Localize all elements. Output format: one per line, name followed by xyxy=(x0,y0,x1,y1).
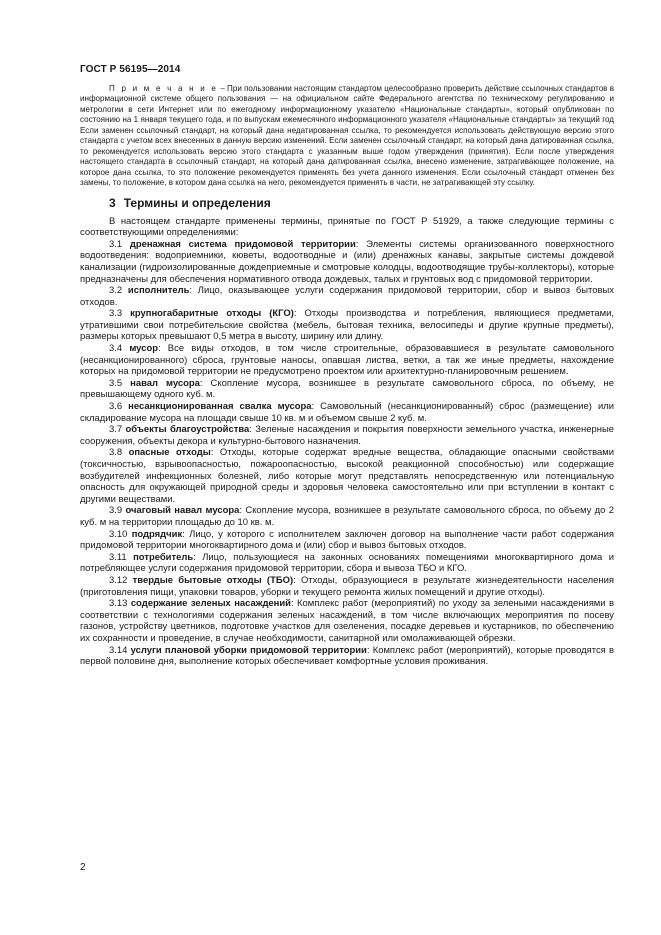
term-text: : Скопление мусора, возникшее в результате самовольного сброса, по объему, не превышающему одного куб. м. xyxy=(80,377,614,401)
term-name: твердые бытовые отходы (ТБО) xyxy=(132,574,294,586)
term-number: 3.11 xyxy=(109,551,127,563)
term-text: : Все виды отходов, в том числе строительные, образовавшиеся в результате самовольного (несанкционированного) сброса, грунтовые наносы, опавшая листва, ветки, а так же иные предметы, нахождение которых на придомовой территории не предусмотрено проектом или архитектурно-планировочным решением. xyxy=(80,343,614,378)
term-text: : Отходы производства и потребления, являющиеся предметами, утратившими свои потребительские свойства (мебель, бытовая техника, велосипеды и другие крупные предметы), размеры которых превышают 0,5 метра в высоту, ширину или длину. xyxy=(80,308,614,343)
term-text: : Лицо, у которого с исполнителем заключен договор на выполнение части работ содержания придомовой территории многоквартирного дома и (или) сбор и вывоз бытовых отходов. xyxy=(80,528,615,552)
term-number: 3.5 xyxy=(109,377,123,389)
term-definition xyxy=(80,343,614,378)
term-name: подрядчик xyxy=(131,528,183,540)
term-number: 3.8 xyxy=(109,447,123,459)
term-number: 3.2 xyxy=(109,285,123,297)
term-text: : Комплекс работ (мероприятий) по уходу за зелеными насаждениями в соответствии с технологиями содержания зеленых насаждений, в том числе включающих мероприятия по посеву газонов, устройству цветников, подготовке участков для озеленения, посадке деревьев и кустарников, по обеспечению их сохранности и проведение, в случае необходимости, санитарной или омолаживающей обрезки. xyxy=(80,598,615,644)
term-number: 3.1 xyxy=(109,238,123,250)
page-number: 2 xyxy=(80,862,86,873)
term-definition xyxy=(80,239,614,285)
term-name: опасные отходы xyxy=(128,447,211,459)
term-name: несанкционированная свалка мусора xyxy=(128,401,312,413)
term-name: объекты благоустройства xyxy=(125,424,250,436)
term-text: : Отходы, образующиеся в результате жизнедеятельности населения (приготовления пищи, упаковки товаров, уборки и текущего ремонта жилых помещений и другие отходы). xyxy=(80,574,614,598)
section-number: 3 xyxy=(109,195,116,210)
section-title: Термины и определения xyxy=(123,195,271,210)
section-intro: В настоящем стандарте применены термины, принятые по ГОСТ Р 51929, а также следующие термины с соответствующими определениями: xyxy=(80,215,614,239)
term-name: исполнитель xyxy=(127,285,190,297)
terms-list xyxy=(80,239,614,668)
term-name: услуги плановой уборки придомовой территории xyxy=(130,644,367,656)
term-definition xyxy=(80,424,614,447)
term-definition xyxy=(80,378,614,401)
term-text: : Лицо, пользующиеся на законных основаниях помещениями многоквартирного дома и потребляющее услуги содержания придомовой территории, сбора и вывоза ТБО и КГО. xyxy=(80,551,614,575)
document-header: ГОСТ Р 56195—2014 xyxy=(80,64,181,75)
term-name: потребитель xyxy=(133,551,194,563)
term-definition xyxy=(80,552,614,575)
term-name: дренажная система придомовой территории xyxy=(129,238,356,250)
term-number: 3.6 xyxy=(109,401,123,413)
term-number: 3.12 xyxy=(109,574,128,586)
term-number: 3.9 xyxy=(109,505,123,517)
term-definition xyxy=(80,447,614,505)
term-name: очаговый навал мусора xyxy=(125,505,240,517)
term-text: : Отходы, которые содержат вредные вещества, обладающие опасными свойствами (токсичностью, взрывоопасностью, пожароопасностью, высокой реакционной способностью) или содержащие возбудителей инфекционных болезней, либо которые могут представлять непосредственную или потенциальную опасность для окружающей природной среды и здоровья человека самостоятельно или при вступлении в контакт с другими веществами. xyxy=(80,447,615,505)
note-text: – При пользовании настоящим стандартом целесообразно проверить действие ссылочных стандартов в информационной системе общего пользования — на официальном сайте Федерального агентства по техническому регулированию и метрологии в сети Интернет или по ежегодному информационному указателю «Национальные стандарты», который опубликован по состоянию на 1 января текущего года, и по выпускам ежемесячного информационного указателя «Национальные стандарты» за текущий год Если заменен ссылочный стандарт, на который дана недатированная ссылка, то рекомендуется использовать действующую версию этого стандарта с учетом всех внесенных в данную версию изменений. Если заменен ссылочный стандарт, на который дана датированная ссылка, то рекомендуется использовать версию этого стандарта с указанным выше годом утверждения (принятия). Если после утверждения настоящего стандарта в ссылочный стандарт, на который дана датированная ссылка, внесено изменение, затрагивающее положение, на которое дана ссылка, то это положение рекомендуется применять без учета данного изменения. Если ссылочный стандарт отменен без замены, то положение, в котором дана ссылка на него, рекомендуется применять в части, не затрагивающей эту ссылку. xyxy=(80,84,615,188)
term-text: : Самовольный (несанкционированный) сброс (размещение) или складирование мусора на площади свыше 10 кв. м и объемом свыше 2 куб. м. xyxy=(80,401,614,424)
term-text: : Скопление мусора, возникшее в результате самовольного сброса, по объему до 2 куб. м на территории площадью до 10 кв. м. xyxy=(80,505,614,528)
reference-note xyxy=(80,84,614,189)
term-name: крупногабаритные отходы (КГО) xyxy=(130,308,294,320)
term-text: : Зеленые насаждения и покрытия поверхности земельного участка, инженерные сооружения, объекты декора и культурно-бытового назначения. xyxy=(80,424,614,447)
term-definition xyxy=(80,401,614,424)
term-definition xyxy=(80,575,614,598)
term-definition xyxy=(80,529,614,552)
note-label: П р и м е ч а н и е xyxy=(109,84,219,93)
term-name: содержание зеленых насаждений xyxy=(130,598,291,610)
page-content xyxy=(80,84,614,668)
term-definition xyxy=(80,645,614,668)
term-name: навал мусора xyxy=(130,377,200,389)
term-definition xyxy=(80,505,614,528)
term-number: 3.10 xyxy=(109,528,128,540)
term-definition xyxy=(80,598,614,644)
term-text: : Элементы системы организованного поверхностного водоотведения: водоприемники, кюветы, водоотводные и (или) дренажных канавы, закрытые системы дождевой канализации (гидроизолированные дождеприемные и смотровые колодцы, водоотводящие трубы-коллекторы), которые предназначены для обеспечения нормативного отвода дождевых, талых и грунтовых вод с придомовой территории. xyxy=(80,238,614,285)
term-number: 3.4 xyxy=(109,343,123,355)
term-number: 3.3 xyxy=(109,308,123,320)
term-text: : Комплекс работ (мероприятий), которые проводятся в первой половине дня, выполнение которых обеспечивает комфортные условия проживания. xyxy=(80,644,615,668)
section-heading xyxy=(109,196,614,211)
term-text: : Лицо, оказывающее услуги содержания придомовой территории, сбор и вывоз бытовых отходов. xyxy=(80,285,614,308)
term-number: 3.7 xyxy=(109,424,123,436)
term-name: мусор xyxy=(129,343,158,355)
term-number: 3.14 xyxy=(109,644,128,656)
term-definition xyxy=(80,285,614,308)
term-definition xyxy=(80,308,614,343)
term-number: 3.13 xyxy=(109,598,128,610)
